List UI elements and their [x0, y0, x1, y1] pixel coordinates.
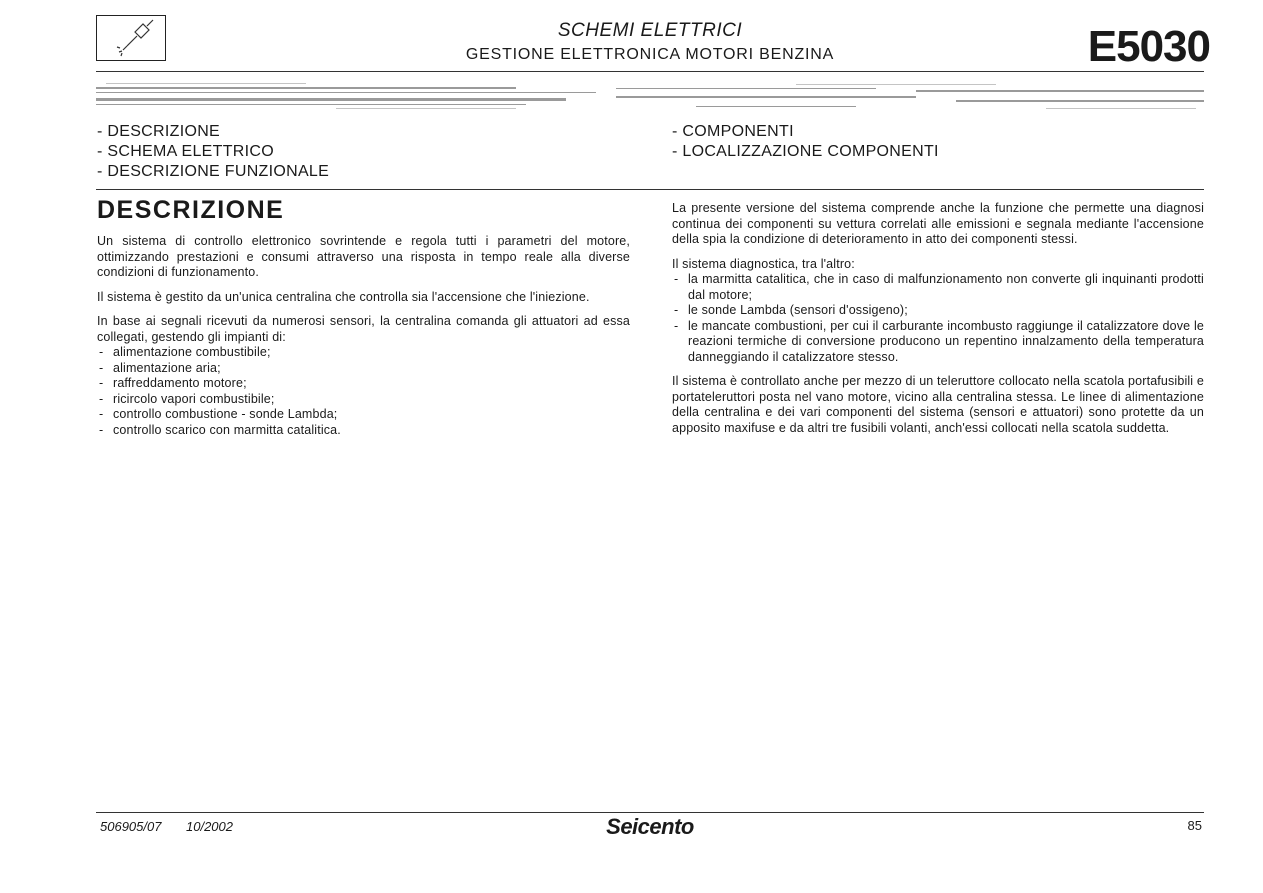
paragraph: In base ai segnali ricevuti da numerosi sensori, la centralina comanda gli attuatori ad essa collegati, gestendo gli impianti di:: [97, 314, 630, 344]
toc-item[interactable]: - LOCALIZZAZIONE COMPONENTI: [672, 143, 939, 160]
diagnostic-list: [672, 272, 1204, 365]
list-item: - alimentazione combustibile;: [97, 345, 630, 361]
list-item: - ricircolo vapori combustibile;: [97, 392, 630, 408]
toc-item[interactable]: - DESCRIZIONE FUNZIONALE: [97, 163, 330, 180]
paragraph: La presente versione del sistema comprende anche la funzione che permette una diagnosi continua dei componenti su vettura correlati alle emissioni e segnala mediante l'accensione della spia la condizione di deterioramento in atto dei componenti stessi.: [672, 201, 1204, 246]
toc-right: [672, 122, 939, 162]
list-item: - le mancate combustioni, per cui il carburante incombusto raggiunge il catalizzatore dove le reazioni termiche di conversione producono un repentino innalzamento della temperatura danneggiando il catalizzatore stesso.: [672, 319, 1204, 366]
list-item: - le sonde Lambda (sensori d'ossigeno);: [672, 303, 1204, 319]
spark-plug-icon: [97, 16, 167, 62]
page-number: 85: [1187, 818, 1202, 833]
list-item: - controllo combustione - sonde Lambda;: [97, 407, 630, 423]
left-column: [97, 234, 630, 447]
footer-code: 506905/07: [100, 819, 162, 834]
scan-noise-band: [96, 78, 1204, 116]
footer-brand: Seicento: [606, 814, 694, 839]
paragraph: Il sistema è controllato anche per mezzo di un teleruttore collocato nella scatola portafusibili e portateleruttori posta nel vano motore, vicino alla centralina stessa. Le linee di alimentazione della centralina e dei vari componenti del sistema (sensori e attuatori) sono protette da un apposito maxifuse e da altri tre fusibili volanti, anch'essi collocati nella scatola suddetta.: [672, 374, 1204, 435]
toc-item[interactable]: - SCHEMA ELETTRICO: [97, 143, 274, 160]
list-item: - raffreddamento motore;: [97, 376, 630, 392]
header-subtitle: GESTIONE ELETTRONICA MOTORI BENZINA: [465, 46, 835, 63]
document-code: E5030: [1087, 22, 1210, 71]
toc-item[interactable]: - COMPONENTI: [672, 123, 794, 140]
section-title: DESCRIZIONE: [97, 196, 285, 224]
scan-noise: [96, 78, 1204, 116]
logo-box: [96, 15, 166, 61]
header-divider: [96, 71, 1204, 72]
footer-divider: [96, 812, 1204, 813]
header-title: SCHEMI ELETTRICI: [557, 20, 743, 41]
system-list: [97, 345, 630, 438]
list-item: - alimentazione aria;: [97, 361, 630, 377]
paragraph: Il sistema è gestito da un'unica centralina che controlla sia l'accensione che l'iniezione.: [97, 289, 590, 304]
footer-date: 10/2002: [186, 819, 233, 834]
toc-divider: [96, 189, 1204, 190]
paragraph: Un sistema di controllo elettronico sovrintende e regola tutti i parametri del motore, ottimizzando prestazioni e consumi attraverso una risposta in tempo reale alla diverse condizioni di funzionamento.: [97, 234, 630, 279]
paragraph: Il sistema diagnostica, tra l'altro:: [672, 256, 855, 271]
list-item: - controllo scarico con marmitta catalitica.: [97, 423, 630, 439]
toc-item[interactable]: - DESCRIZIONE: [97, 123, 221, 140]
toc-left: [97, 122, 329, 182]
right-column: [672, 201, 1204, 445]
list-item: - la marmitta catalitica, che in caso di malfunzionamento non converte gli inquinanti prodotti dal motore;: [672, 272, 1204, 303]
